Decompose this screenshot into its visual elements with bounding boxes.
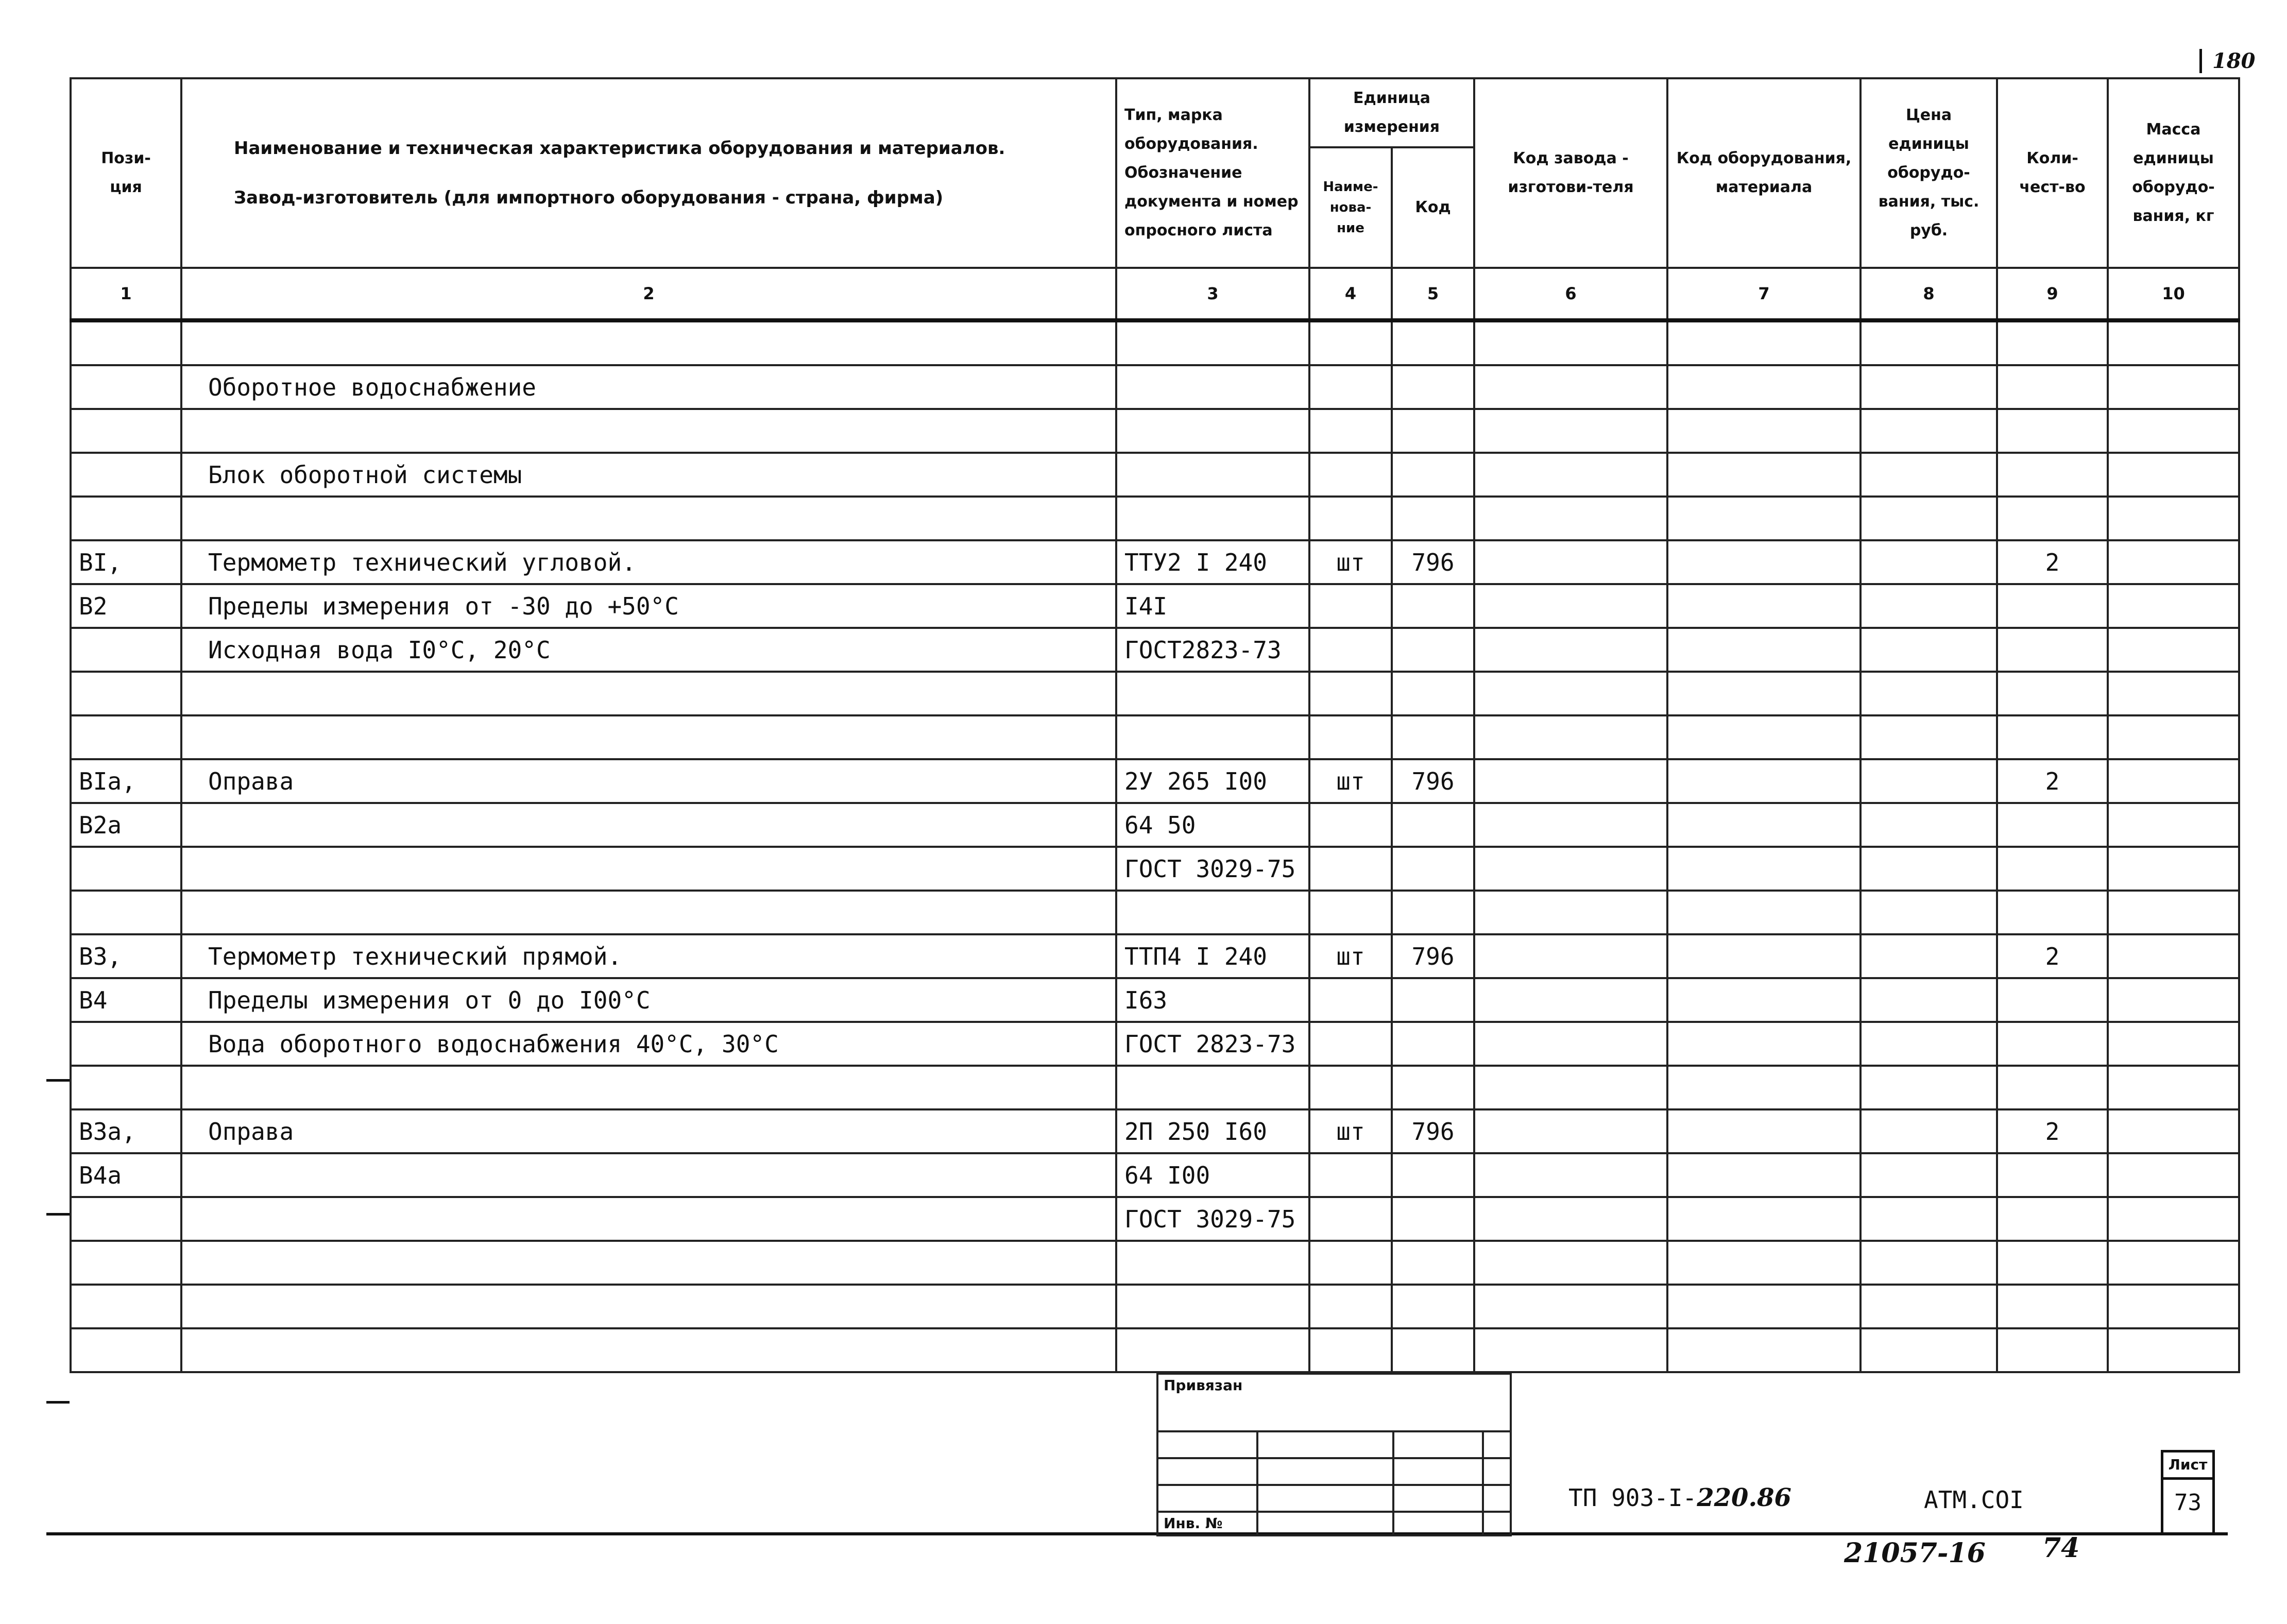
position-cell: В4 [71,978,181,1022]
price-cell [1861,1022,1997,1066]
mass-cell [2108,803,2239,847]
unit-cell: шт [1309,759,1392,803]
factory-code-cell [1474,1197,1667,1241]
code-cell [1392,1328,1474,1372]
code-cell [1392,847,1474,891]
factory-code-cell [1474,891,1667,934]
position-cell [71,409,181,453]
code-cell [1392,1066,1474,1109]
type-cell [1116,1328,1309,1372]
factory-code-cell [1474,409,1667,453]
price-cell [1861,628,1997,672]
table-row [71,934,2239,978]
unit-cell [1309,628,1392,672]
position-cell [71,365,181,409]
position-cell [71,1328,181,1372]
quantity-cell [1997,1066,2108,1109]
factory-code-cell [1474,1066,1667,1109]
name-cell [181,320,1116,365]
position-cell: В3а, [71,1109,181,1153]
quantity-cell [1997,847,2108,891]
mass-cell [2108,365,2239,409]
name-cell: Термометр технический угловой. [181,540,1116,584]
price-cell [1861,759,1997,803]
position-cell [71,1241,181,1285]
header-equipment-code: Код оборудования, материала [1667,78,1861,268]
table-row [71,1241,2239,1285]
type-cell [1116,891,1309,934]
header-unit: Единица измерения [1309,78,1474,147]
unit-cell [1309,803,1392,847]
name-cell [181,409,1116,453]
code-cell [1392,978,1474,1022]
type-cell: ГОСТ 3029-75 [1116,1197,1309,1241]
unit-cell [1309,1285,1392,1328]
header-unit-name: Наиме-нова-ние [1309,147,1392,268]
quantity-cell [1997,453,2108,497]
equipment-code-cell [1667,1197,1861,1241]
quantity-cell [1997,409,2108,453]
code-cell: 796 [1392,1109,1474,1153]
factory-code-cell [1474,803,1667,847]
factory-code-cell [1474,1153,1667,1197]
table-row [71,409,2239,453]
doc-designation: ТП 903-I-220.86 [1568,1483,1791,1512]
name-cell: Оправа [181,1109,1116,1153]
unit-cell: шт [1309,1109,1392,1153]
equipment-code-cell [1667,1153,1861,1197]
type-cell: ТТУ2 I 240 [1116,540,1309,584]
equipment-code-cell [1667,978,1861,1022]
price-cell [1861,803,1997,847]
unit-cell [1309,1197,1392,1241]
archive-number: 21057-16 [1844,1537,1986,1569]
name-cell [181,1241,1116,1285]
position-cell: ВI, [71,540,181,584]
factory-code-cell [1474,497,1667,540]
type-cell: ТТП4 I 240 [1116,934,1309,978]
column-numbers-row: 1 2 3 4 5 6 7 8 9 10 [71,268,2239,320]
code-cell [1392,497,1474,540]
table-row [71,847,2239,891]
table-row [71,978,2239,1022]
type-cell: ГОСТ 3029-75 [1116,847,1309,891]
type-cell: 64 50 [1116,803,1309,847]
price-cell [1861,1241,1997,1285]
mass-cell [2108,540,2239,584]
unit-cell [1309,1328,1392,1372]
price-cell [1861,365,1997,409]
quantity-cell: 2 [1997,540,2108,584]
bottom-rule [46,1532,2228,1535]
code-cell [1392,891,1474,934]
quantity-cell [1997,891,2108,934]
code-cell [1392,320,1474,365]
quantity-cell [1997,1022,2108,1066]
equipment-code-cell [1667,453,1861,497]
position-cell [71,1285,181,1328]
unit-cell [1309,320,1392,365]
price-cell [1861,453,1997,497]
type-cell [1116,320,1309,365]
name-cell: Исходная вода I0°С, 20°С [181,628,1116,672]
price-cell [1861,320,1997,365]
unit-cell [1309,453,1392,497]
unit-cell [1309,891,1392,934]
unit-cell [1309,584,1392,628]
price-cell [1861,584,1997,628]
sheet-label: Лист [2163,1452,2212,1480]
code-cell [1392,1197,1474,1241]
mass-cell [2108,1197,2239,1241]
price-cell [1861,1153,1997,1197]
table-row [71,1022,2239,1066]
sheet-box [2161,1450,2215,1532]
type-cell [1116,1066,1309,1109]
mass-cell [2108,672,2239,715]
quantity-cell [1997,715,2108,759]
type-cell [1116,497,1309,540]
name-cell [181,847,1116,891]
quantity-cell [1997,320,2108,365]
unit-cell [1309,1022,1392,1066]
code-cell: 796 [1392,759,1474,803]
price-cell [1861,1197,1997,1241]
bound-stamp [1156,1373,1512,1536]
code-cell [1392,1153,1474,1197]
header-price: Цена единицы оборудо-вания, тыс. руб. [1861,78,1997,268]
mass-cell [2108,453,2239,497]
factory-code-cell [1474,759,1667,803]
table-row [71,584,2239,628]
mass-cell [2108,1109,2239,1153]
type-cell: ГОСТ 2823-73 [1116,1022,1309,1066]
unit-cell [1309,409,1392,453]
table-row [71,759,2239,803]
code-cell [1392,803,1474,847]
table-row [71,497,2239,540]
mass-cell [2108,409,2239,453]
price-cell [1861,1328,1997,1372]
specification-table [70,77,2240,1373]
margin-tick [46,1079,70,1082]
table-row [71,1066,2239,1109]
position-cell: В3, [71,934,181,978]
table-row [71,672,2239,715]
position-cell: В2а [71,803,181,847]
code-cell [1392,1241,1474,1285]
quantity-cell [1997,803,2108,847]
unit-cell [1309,1066,1392,1109]
factory-code-cell [1474,540,1667,584]
name-cell: Вода оборотного водоснабжения 40°С, 30°С [181,1022,1116,1066]
equipment-code-cell [1667,497,1861,540]
position-cell [71,847,181,891]
header-name: Наименование и техническая характеристика оборудования и материалов. Завод-изготовитель (для импортного оборудования - страна, фирма) [181,78,1116,268]
code-cell [1392,628,1474,672]
margin-tick [46,1401,70,1404]
unit-cell: шт [1309,540,1392,584]
mass-cell [2108,1153,2239,1197]
factory-code-cell [1474,1241,1667,1285]
equipment-code-cell [1667,934,1861,978]
type-cell [1116,409,1309,453]
table-row [71,1109,2239,1153]
type-cell: I63 [1116,978,1309,1022]
mass-cell [2108,1022,2239,1066]
header-unit-code: Код [1392,147,1474,268]
name-cell [181,1066,1116,1109]
position-cell [71,672,181,715]
inventory-label: Инв. № [1157,1512,1257,1535]
equipment-code-cell [1667,540,1861,584]
position-cell: В2 [71,584,181,628]
code-cell [1392,584,1474,628]
mass-cell [2108,497,2239,540]
unit-cell [1309,847,1392,891]
equipment-code-cell [1667,715,1861,759]
quantity-cell [1997,497,2108,540]
mass-cell [2108,1066,2239,1109]
equipment-code-cell [1667,584,1861,628]
table-row [71,1328,2239,1372]
quantity-cell [1997,1285,2108,1328]
price-cell [1861,1066,1997,1109]
factory-code-cell [1474,715,1667,759]
position-cell [71,1197,181,1241]
name-cell [181,497,1116,540]
equipment-code-cell [1667,891,1861,934]
type-cell [1116,1241,1309,1285]
equipment-code-cell [1667,409,1861,453]
equipment-code-cell [1667,1022,1861,1066]
factory-code-cell [1474,584,1667,628]
factory-code-cell [1474,847,1667,891]
equipment-code-cell [1667,1066,1861,1109]
price-cell [1861,1109,1997,1153]
name-cell [181,672,1116,715]
price-cell [1861,891,1997,934]
factory-code-cell [1474,978,1667,1022]
position-cell [71,497,181,540]
equipment-code-cell [1667,759,1861,803]
mass-cell [2108,934,2239,978]
quantity-cell: 2 [1997,934,2108,978]
price-cell [1861,497,1997,540]
factory-code-cell [1474,628,1667,672]
quantity-cell: 2 [1997,1109,2108,1153]
code-cell [1392,365,1474,409]
price-cell [1861,672,1997,715]
quantity-cell [1997,1241,2108,1285]
table-row [71,365,2239,409]
page-number: 180 [2199,49,2256,73]
quantity-cell [1997,672,2108,715]
equipment-code-cell [1667,365,1861,409]
name-cell: Термометр технический прямой. [181,934,1116,978]
table-row [71,1285,2239,1328]
code-cell: 796 [1392,934,1474,978]
type-cell [1116,1285,1309,1328]
bound-label: Привязан [1157,1374,1511,1431]
unit-cell [1309,1153,1392,1197]
position-cell [71,320,181,365]
code-cell: 796 [1392,540,1474,584]
header-type: Тип, марка оборудования. Обозначение документа и номер опросного листа [1116,78,1309,268]
type-cell: 64 I00 [1116,1153,1309,1197]
table-row [71,891,2239,934]
factory-code-cell [1474,1328,1667,1372]
equipment-code-cell [1667,1285,1861,1328]
quantity-cell [1997,1197,2108,1241]
position-cell [71,628,181,672]
mass-cell [2108,978,2239,1022]
price-cell [1861,934,1997,978]
mass-cell [2108,320,2239,365]
mass-cell [2108,891,2239,934]
quantity-cell [1997,1153,2108,1197]
position-cell [71,891,181,934]
header-position: Пози- ция [71,78,181,268]
name-cell [181,1197,1116,1241]
mass-cell [2108,628,2239,672]
code-cell [1392,1022,1474,1066]
table-row [71,1197,2239,1241]
mass-cell [2108,715,2239,759]
price-cell [1861,978,1997,1022]
code-cell [1392,1285,1474,1328]
type-cell: 2П 250 I60 [1116,1109,1309,1153]
price-cell [1861,540,1997,584]
table-row [71,1153,2239,1197]
position-cell [71,715,181,759]
unit-cell [1309,1241,1392,1285]
name-cell [181,1285,1116,1328]
price-cell [1861,409,1997,453]
name-cell: Пределы измерения от -30 до +50°С [181,584,1116,628]
factory-code-cell [1474,365,1667,409]
unit-cell [1309,672,1392,715]
factory-code-cell [1474,672,1667,715]
type-cell [1116,453,1309,497]
name-cell [181,891,1116,934]
quantity-cell [1997,1328,2108,1372]
page-handwritten: 74 [2042,1532,2080,1564]
table-row [71,320,2239,365]
unit-cell [1309,365,1392,409]
factory-code-cell [1474,934,1667,978]
factory-code-cell [1474,1022,1667,1066]
price-cell [1861,1285,1997,1328]
table-row [71,628,2239,672]
equipment-code-cell [1667,320,1861,365]
code-cell [1392,453,1474,497]
quantity-cell [1997,584,2108,628]
doc-code: АТМ.СОI [1924,1486,2024,1514]
table-row [71,803,2239,847]
unit-cell [1309,978,1392,1022]
quantity-cell [1997,978,2108,1022]
unit-cell [1309,715,1392,759]
name-cell [181,715,1116,759]
name-cell: Оправа [181,759,1116,803]
equipment-code-cell [1667,628,1861,672]
type-cell [1116,365,1309,409]
type-cell: 2У 265 I00 [1116,759,1309,803]
name-cell: Блок оборотной системы [181,453,1116,497]
position-cell: ВIа, [71,759,181,803]
factory-code-cell [1474,1285,1667,1328]
sheet-number: 73 [2174,1490,2201,1516]
table-row [71,715,2239,759]
price-cell [1861,847,1997,891]
unit-cell: шт [1309,934,1392,978]
type-cell [1116,715,1309,759]
equipment-code-cell [1667,1241,1861,1285]
table-row [71,540,2239,584]
code-cell [1392,715,1474,759]
mass-cell [2108,584,2239,628]
position-cell [71,453,181,497]
type-cell: ГОСТ2823-73 [1116,628,1309,672]
type-cell [1116,672,1309,715]
name-cell: Оборотное водоснабжение [181,365,1116,409]
margin-tick [46,1213,70,1216]
equipment-code-cell [1667,1109,1861,1153]
mass-cell [2108,847,2239,891]
position-cell [71,1022,181,1066]
price-cell [1861,715,1997,759]
header-mass: Масса единицы оборудо-вания, кг [2108,78,2239,268]
equipment-code-cell [1667,803,1861,847]
type-cell: I4I [1116,584,1309,628]
name-cell: Пределы измерения от 0 до I00°С [181,978,1116,1022]
position-cell [71,1066,181,1109]
equipment-code-cell [1667,1328,1861,1372]
name-cell [181,803,1116,847]
header-factory-code: Код завода - изготови-теля [1474,78,1667,268]
code-cell [1392,409,1474,453]
position-cell: В4а [71,1153,181,1197]
mass-cell [2108,1285,2239,1328]
header-quantity: Коли-чест-во [1997,78,2108,268]
equipment-code-cell [1667,672,1861,715]
quantity-cell: 2 [1997,759,2108,803]
quantity-cell [1997,628,2108,672]
unit-cell [1309,497,1392,540]
quantity-cell [1997,365,2108,409]
mass-cell [2108,1241,2239,1285]
factory-code-cell [1474,453,1667,497]
mass-cell [2108,759,2239,803]
factory-code-cell [1474,320,1667,365]
name-cell [181,1153,1116,1197]
equipment-code-cell [1667,847,1861,891]
mass-cell [2108,1328,2239,1372]
factory-code-cell [1474,1109,1667,1153]
table-row [71,453,2239,497]
name-cell [181,1328,1116,1372]
code-cell [1392,672,1474,715]
